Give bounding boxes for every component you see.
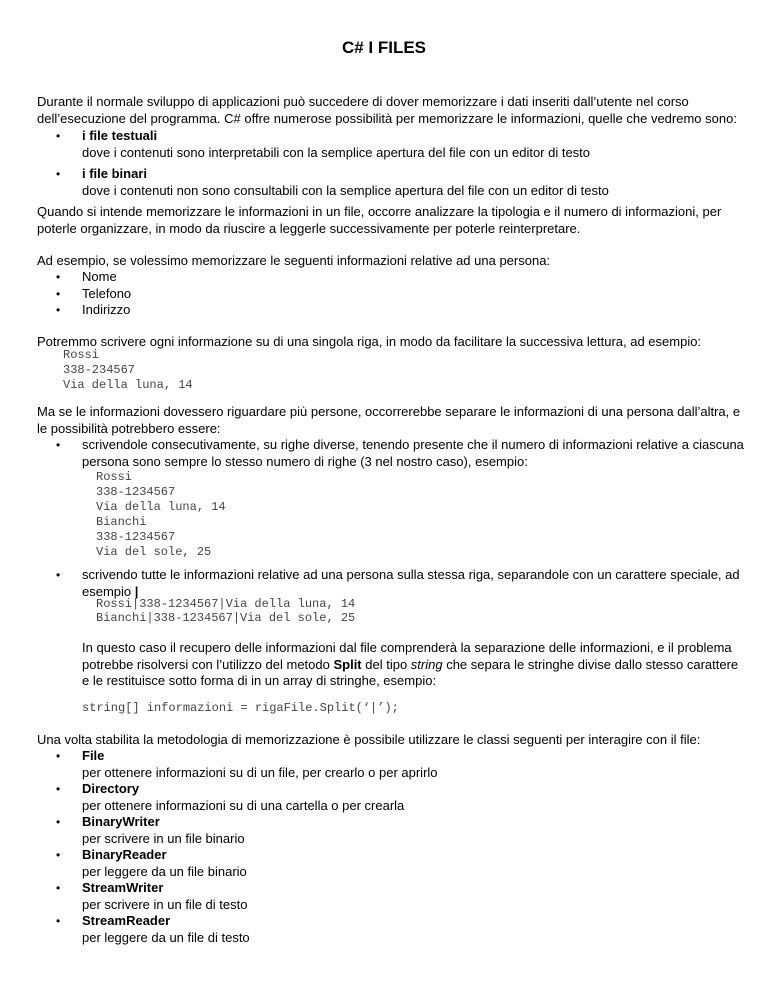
list-item	[82, 880, 748, 913]
list-item	[82, 567, 748, 600]
file-type-desc: dove i contenuti sono interpretabili con la semplice apertura del file con un editor di testo	[82, 144, 591, 160]
class-name: StreamReader	[82, 913, 171, 928]
bullet: •	[56, 303, 61, 317]
bullet: •	[56, 129, 61, 143]
page-title: C# I FILES	[341, 38, 427, 57]
bullet: •	[56, 914, 61, 928]
split-type: string	[410, 656, 443, 672]
code-line: 338-234567	[63, 363, 136, 377]
class-desc: per ottenere informazioni su di un file, per crearlo o per aprirlo	[82, 764, 438, 780]
list-item: scrivendole consecutivamente, su righe diverse, tenendo presente che il numero di informazioni relative a ciascuna persona sono sempre lo stesso numero di righe (3 nel nostro caso), esempio:	[82, 437, 744, 469]
list-item	[82, 166, 748, 199]
bullet: •	[56, 815, 61, 829]
paragraph	[82, 640, 748, 690]
class-name: File	[82, 748, 105, 763]
code-line: Rossi|338-1234567|Via della luna, 14	[96, 597, 356, 611]
bullet: •	[56, 749, 61, 763]
class-name: StreamWriter	[82, 880, 164, 895]
split-text-mid: del tipo	[361, 656, 411, 672]
split-text-pre: In questo caso il recupero delle informazioni dal file comprenderà la separazione delle informazioni, e il problema potrebbe risolversi con l’utilizzo del metodo	[82, 640, 732, 672]
bullet: •	[56, 287, 61, 301]
bullet: •	[56, 881, 61, 895]
list-item	[82, 781, 748, 814]
paragraph: Potremmo scrivere ogni informazione su di una singola riga, in modo da facilitare la successiva lettura, ad esempio:	[37, 334, 702, 349]
paragraph: Una volta stabilita la metodologia di memorizzazione è possibile utilizzare le classi seguenti per interagire con il file:	[37, 732, 701, 747]
code-line: string[] informazioni = rigaFile.Split(‘|’);	[82, 701, 399, 715]
code-line: Bianchi	[96, 515, 147, 529]
paragraph: Quando si intende memorizzare le informazioni in un file, occorre analizzare la tipologia e il numero di informazioni, per poterle organizzare, in modo da riuscire a leggerle successivamente per poterle reinterpretare.	[37, 204, 722, 236]
code-line: Via del sole, 25	[96, 545, 212, 559]
list-item	[82, 128, 748, 161]
class-name: Directory	[82, 781, 140, 796]
class-desc: per leggere da un file di testo	[82, 929, 250, 945]
list-item: Indirizzo	[82, 302, 131, 317]
code-line: Via della luna, 14	[63, 378, 193, 392]
code-line: Rossi	[96, 470, 133, 484]
class-desc: per scrivere in un file binario	[82, 830, 245, 846]
file-type-desc: dove i contenuti non sono consultabili con la semplice apertura del file con un editor di testo	[82, 182, 609, 198]
paragraph: Ad esempio, se volessimo memorizzare le seguenti informazioni relative ad una persona:	[37, 253, 551, 268]
bullet: •	[56, 568, 61, 582]
class-name: BinaryWriter	[82, 814, 160, 829]
option-text: scrivendo tutte le informazioni relative ad una persona sulla stessa riga, separandole con un carattere speciale, ad esempio	[82, 567, 740, 599]
code-line: Bianchi|338-1234567|Via del sole, 25	[96, 611, 356, 625]
paragraph: Ma se le informazioni dovessero riguardare più persone, occorrerebbe separare le informazioni di una persona dall’altra, e le possibilità potrebbero essere:	[37, 404, 741, 436]
class-desc: per ottenere informazioni su di una cartella o per crearla	[82, 797, 405, 813]
list-item: Nome	[82, 269, 117, 284]
bullet: •	[56, 438, 61, 452]
class-desc: per leggere da un file binario	[82, 863, 247, 879]
bullet: •	[56, 270, 61, 284]
intro-paragraph: Durante il normale sviluppo di applicazioni può succedere di dover memorizzare i dati inseriti dall’utente nel corso dell’esecuzione del programma. C# offre numerose possibilità per memorizzare le informazioni, quelle che vedremo sono:	[37, 94, 737, 126]
code-line: Via della luna, 14	[96, 500, 226, 514]
file-type-name: i file testuali	[82, 128, 158, 143]
separator-char: |	[134, 583, 139, 599]
bullet: •	[56, 848, 61, 862]
file-type-name: i file binari	[82, 166, 148, 181]
code-line: 338-1234567	[96, 530, 176, 544]
split-text-post: che separa le stringhe divise dallo stesso carattere e le restituisce sotto forma di in un array di stringhe, esempio:	[82, 656, 739, 688]
list-item	[82, 814, 748, 847]
code-line: Rossi	[63, 348, 100, 362]
class-name: BinaryReader	[82, 847, 167, 862]
class-desc: per scrivere in un file di testo	[82, 896, 248, 912]
list-item	[82, 847, 748, 880]
list-item	[82, 913, 748, 946]
list-item: Telefono	[82, 286, 132, 301]
split-method: Split	[333, 656, 362, 672]
bullet: •	[56, 782, 61, 796]
bullet: •	[56, 167, 61, 181]
list-item	[82, 748, 748, 781]
code-line: 338-1234567	[96, 485, 176, 499]
